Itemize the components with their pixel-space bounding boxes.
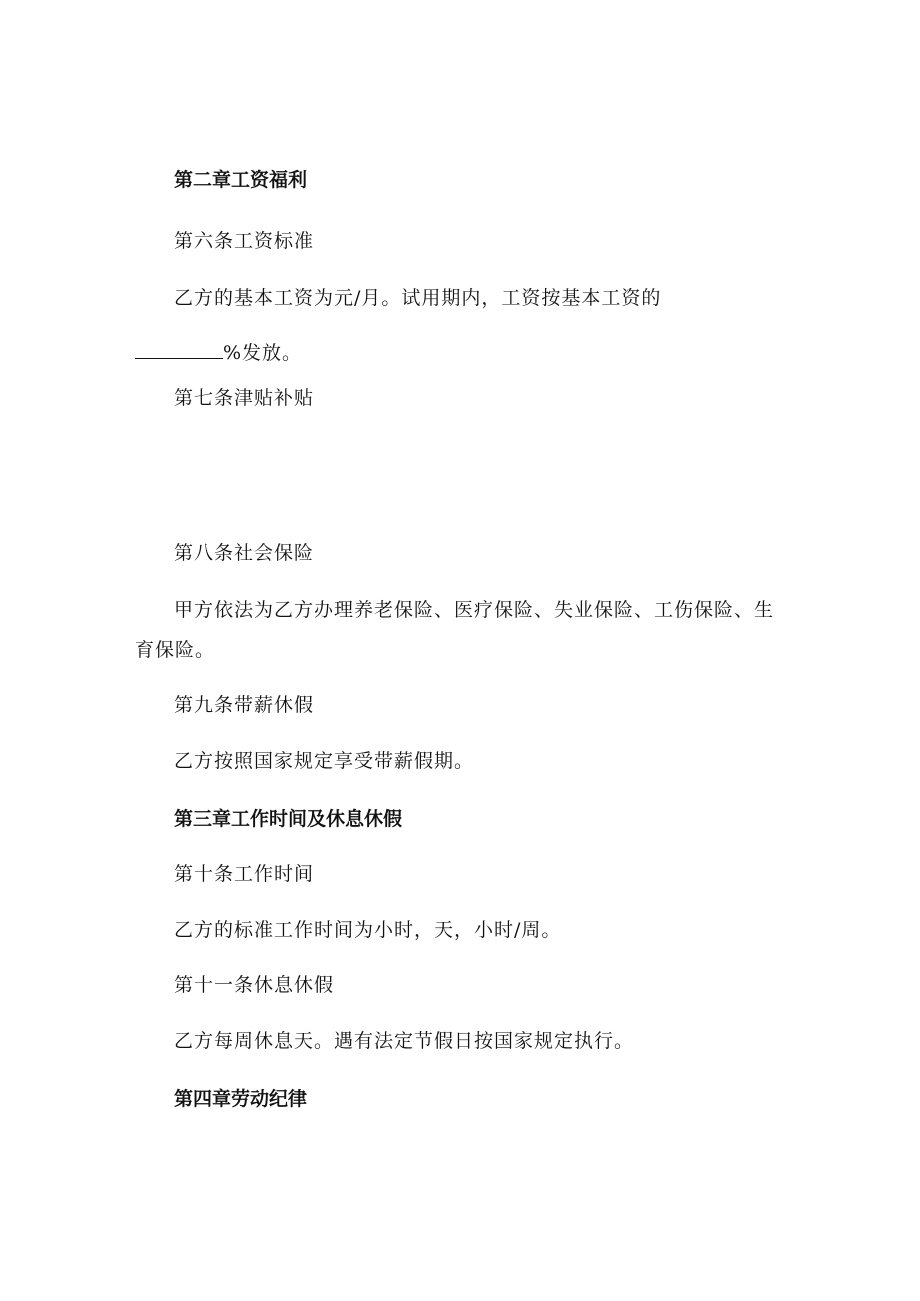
chapter-4-title: 第四章劳动纪律: [174, 1088, 308, 1110]
article-10-title: 第十条工作时间: [174, 863, 315, 885]
chapter-3-title: 第三章工作时间及休息休假: [174, 808, 403, 830]
article-8-text-line2: 育保险。: [135, 639, 216, 661]
fill-in-blank[interactable]: [135, 340, 223, 359]
article-9-title: 第九条带薪休假: [174, 694, 315, 716]
article-6-text-line1: 乙方的基本工资为元/月。试用期内，工资按基本工资的: [174, 287, 662, 309]
article-6-text-suffix: %发放。: [223, 342, 303, 364]
article-11-text: 乙方每周休息天。遇有法定节假日按国家规定执行。: [174, 1030, 635, 1052]
article-7-title: 第七条津贴补贴: [174, 387, 315, 409]
article-11-title: 第十一条休息休假: [174, 974, 335, 996]
article-6-text-line2: [135, 340, 302, 366]
article-6-title: 第六条工资标准: [174, 230, 315, 252]
article-8-text-line1: 甲方依法为乙方办理养老保险、医疗保险、失业保险、工伤保险、生: [174, 599, 775, 621]
chapter-2-title: 第二章工资福利: [174, 169, 308, 191]
article-8-title: 第八条社会保险: [174, 542, 315, 564]
article-10-text: 乙方的标准工作时间为小时，天，小时/周。: [174, 919, 562, 941]
article-9-text: 乙方按照国家规定享受带薪假期。: [174, 750, 475, 772]
